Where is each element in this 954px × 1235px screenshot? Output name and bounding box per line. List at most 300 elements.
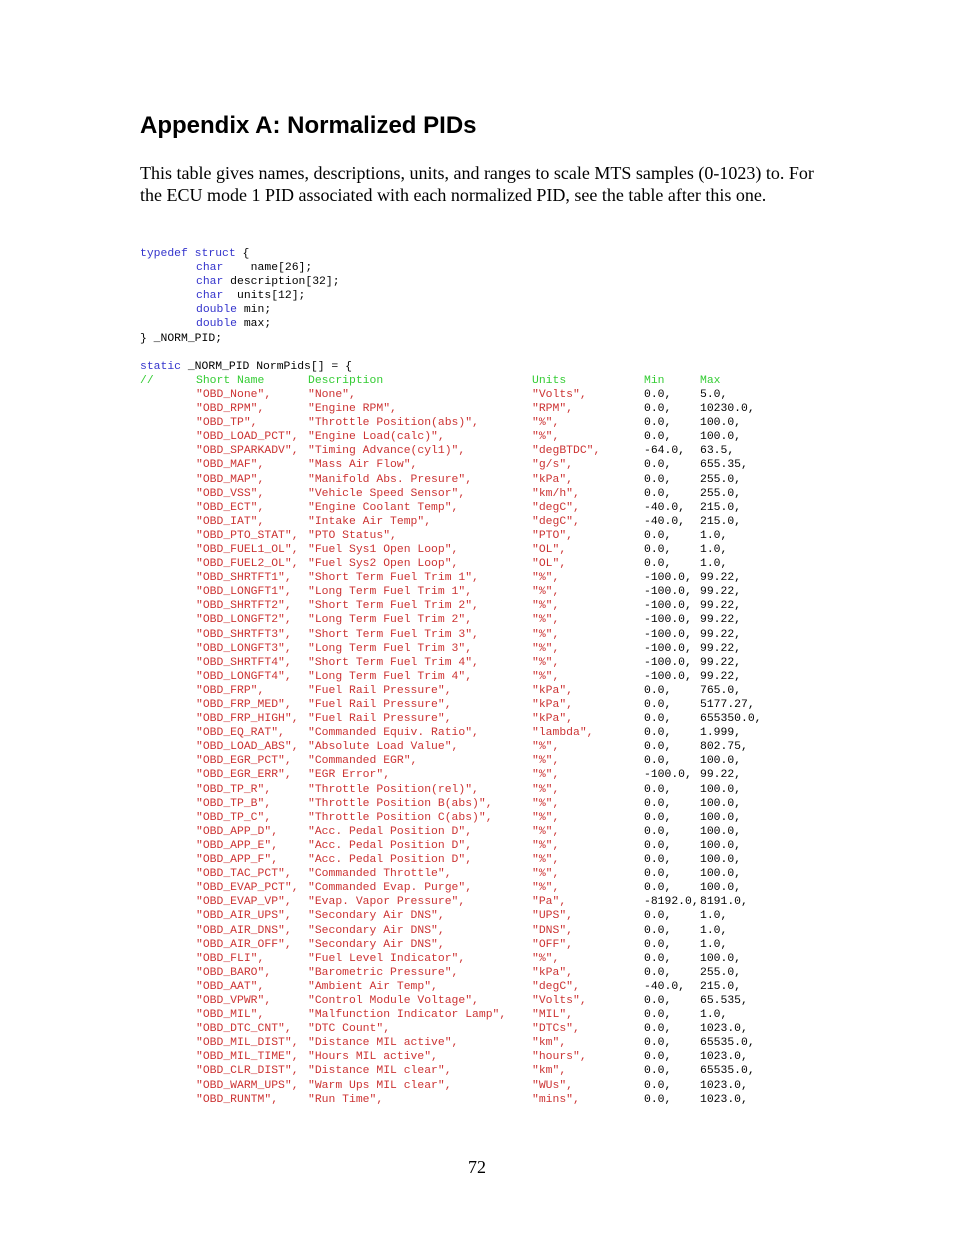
pid-short-name: "OBD_SHRTFT3", [196,628,292,641]
pid-units: "%", [532,656,560,669]
pid-max: 99.22, [700,642,742,655]
pid-min: 0.0, [644,1079,672,1092]
pid-description: "Barometric Pressure", [308,966,459,979]
pid-units: "%", [532,600,560,613]
pid-short-name: "OBD_LONGFT3", [196,642,292,655]
pid-short-name: "OBD_VSS", [196,487,265,500]
pid-min: 0.0, [644,811,672,824]
array-declaration [140,360,840,374]
column-header-units: Units [532,374,567,387]
pid-units: "g/s", [532,459,574,472]
pid-short-name: "OBD_LOAD_ABS", [196,741,299,754]
pid-short-name: "OBD_ECT", [196,501,265,514]
pid-units: "hours", [532,1051,587,1064]
table-row [140,402,840,416]
table-row [140,966,840,980]
table-row [140,698,840,712]
pid-description: "Short Term Fuel Trim 3", [308,628,479,641]
pid-units: "Pa", [532,896,567,909]
pid-min: 0.0, [644,868,672,881]
code-keyword: char [196,276,224,289]
table-row [140,994,840,1008]
pid-max: 1023.0, [700,1051,748,1064]
pid-units: "%", [532,783,560,796]
table-row [140,487,840,501]
pid-units: "%", [532,755,560,768]
pid-units: "%", [532,417,560,430]
table-row [140,656,840,670]
pid-short-name: "OBD_BARO", [196,966,272,979]
pid-short-name: "OBD_MIL_TIME", [196,1051,299,1064]
pid-units: "MIL", [532,1009,574,1022]
pid-max: 63.5, [700,445,735,458]
pid-short-name: "OBD_FUEL2_OL", [196,558,299,571]
table-row [140,1064,840,1078]
pid-min: 0.0, [644,938,672,951]
pid-min: 0.0, [644,1023,672,1036]
table-row [140,444,840,458]
table-row [140,613,840,627]
pid-min: -100.0, [644,670,692,683]
pid-max: 100.0, [700,797,742,810]
pid-description: "Secondary Air DNS", [308,910,445,923]
pid-description: "Throttle Position B(abs)", [308,797,493,810]
pid-description: "Fuel Level Indicator", [308,952,466,965]
pid-short-name: "OBD_MIL", [196,1009,265,1022]
pid-min: 0.0, [644,755,672,768]
pid-min: 0.0, [644,417,672,430]
pid-description: "Run Time", [308,1093,384,1106]
pid-units: "lambda", [532,727,594,740]
pid-min: 0.0, [644,1037,672,1050]
pid-units: "%", [532,642,560,655]
pid-min: -8192.0, [644,896,699,909]
table-row [140,557,840,571]
pid-min: -100.0, [644,769,692,782]
pid-description: "Long Term Fuel Trim 2", [308,614,473,627]
pid-units: "%", [532,868,560,881]
pid-description: "Short Term Fuel Trim 4", [308,656,479,669]
pid-units: "UPS", [532,910,574,923]
pid-min: 0.0, [644,966,672,979]
pid-min: 0.0, [644,854,672,867]
pid-units: "degC", [532,980,580,993]
table-row [140,881,840,895]
pid-max: 1.0, [700,558,728,571]
pid-min: 0.0, [644,825,672,838]
column-header-min: Min [644,374,665,387]
table-row [140,1050,840,1064]
pid-min: 0.0, [644,403,672,416]
struct-line [140,261,840,275]
table-row [140,543,840,557]
struct-line [140,289,840,303]
table-row [140,628,840,642]
pid-max: 1.0, [700,938,728,951]
pid-short-name: "OBD_PTO_STAT", [196,529,299,542]
code-text: max; [237,318,272,331]
pid-description: "Ambient Air Temp", [308,980,438,993]
pid-units: "%", [532,811,560,824]
code-text: units[12]; [223,290,306,303]
pid-units: "%", [532,586,560,599]
struct-line [140,332,840,346]
struct-definition [140,247,840,346]
pid-max: 100.0, [700,952,742,965]
pid-description: "Fuel Rail Pressure", [308,684,452,697]
page-number: 72 [468,1157,486,1177]
pid-short-name: "OBD_AIR_UPS", [196,910,292,923]
pid-short-name: "OBD_EGR_ERR", [196,769,292,782]
table-row [140,797,840,811]
pid-short-name: "OBD_CLR_DIST", [196,1065,299,1078]
table-row [140,754,840,768]
pid-description: "Commanded Evap. Purge", [308,882,473,895]
table-row [140,839,840,853]
pid-max: 1023.0, [700,1093,748,1106]
table-row [140,980,840,994]
code-text: _NORM_PID NormPids[] = { [181,360,352,373]
pid-max: 1.0, [700,924,728,937]
pid-description: "Throttle Position(abs)", [308,417,479,430]
pid-table [140,388,840,1107]
pid-units: "%", [532,614,560,627]
pid-max: 100.0, [700,854,742,867]
pid-units: "%", [532,825,560,838]
pid-min: -100.0, [644,586,692,599]
pid-units: "%", [532,572,560,585]
pid-max: 1.0, [700,529,728,542]
pid-max: 100.0, [700,417,742,430]
pid-max: 99.22, [700,614,742,627]
pid-description: "PTO Status", [308,529,397,542]
pid-description: "Distance MIL clear", [308,1065,452,1078]
pid-max: 99.22, [700,769,742,782]
pid-short-name: "OBD_FRP", [196,684,265,697]
table-row [140,430,840,444]
pid-units: "degC", [532,515,580,528]
table-row [140,642,840,656]
pid-max: 100.0, [700,825,742,838]
pid-max: 100.0, [700,839,742,852]
pid-units: "km/h", [532,487,580,500]
pid-description: "Fuel Rail Pressure", [308,699,452,711]
code-text: min; [237,304,272,317]
pid-short-name: "OBD_None", [196,388,272,401]
pid-max: 99.22, [700,586,742,599]
column-header-name: Short Name [196,374,265,387]
table-row [140,938,840,952]
pid-short-name: "OBD_LONGFT1", [196,586,292,599]
pid-max: 215.0, [700,980,742,993]
table-row [140,924,840,938]
table-row [140,1022,840,1036]
pid-units: "PTO", [532,529,574,542]
pid-short-name: "OBD_EQ_RAT", [196,727,285,740]
table-row [140,1093,840,1107]
pid-short-name: "OBD_FUEL1_OL", [196,543,299,556]
pid-short-name: "OBD_IAT", [196,515,265,528]
pid-short-name: "OBD_TP_B", [196,797,272,810]
pid-short-name: "OBD_RUNTM", [196,1093,279,1106]
pid-short-name: "OBD_TP_R", [196,783,272,796]
pid-units: "%", [532,952,560,965]
pid-max: 65535.0, [700,1037,755,1050]
pid-min: 0.0, [644,797,672,810]
pid-min: 0.0, [644,473,672,486]
pid-units: "%", [532,670,560,683]
pid-description: "Commanded Equiv. Ratio", [308,727,479,740]
pid-min: 0.0, [644,1009,672,1022]
pid-description: "Throttle Position(rel)", [308,783,479,796]
table-row [140,909,840,923]
pid-max: 655.35, [700,459,748,472]
pid-description: "Secondary Air DNS", [308,938,445,951]
pid-min: 0.0, [644,431,672,444]
table-row [140,768,840,782]
table-row [140,952,840,966]
pid-max: 255.0, [700,487,742,500]
pid-max: 255.0, [700,473,742,486]
pid-short-name: "OBD_LONGFT2", [196,614,292,627]
table-row [140,670,840,684]
pid-max: 100.0, [700,882,742,895]
table-row [140,416,840,430]
pid-description: "Timing Advance(cyl1)", [308,445,466,458]
pid-description: "Warm Ups MIL clear", [308,1079,452,1092]
pid-min: 0.0, [644,1093,672,1106]
pid-short-name: "OBD_RPM", [196,403,265,416]
pid-short-name: "OBD_EGR_PCT", [196,755,292,768]
pid-description: "Long Term Fuel Trim 4", [308,670,473,683]
pid-description: "Throttle Position C(abs)", [308,811,493,824]
pid-units: "OL", [532,558,567,571]
intro-paragraph: This table gives names, descriptions, units, and ranges to scale MTS samples (0-1023) to. For the ECU mode 1 PID associated with each normalized PID, see the table after this one. [140,163,814,205]
pid-max: 100.0, [700,868,742,881]
pid-max: 100.0, [700,755,742,768]
pid-max: 10230.0, [700,403,755,416]
pid-max: 802.75, [700,741,748,754]
pid-max: 100.0, [700,431,742,444]
pid-description: "Intake Air Temp", [308,515,432,528]
pid-units: "kPa", [532,684,574,697]
column-header-description: Description [308,374,384,387]
pid-units: "%", [532,769,560,782]
pid-units: "km", [532,1037,567,1050]
page-title: Appendix A: Normalized PIDs [140,112,477,139]
pid-description: "DTC Count", [308,1023,391,1036]
pid-units: "%", [532,741,560,754]
comment-marker: // [140,374,154,387]
pid-description: "Long Term Fuel Trim 1", [308,586,473,599]
pid-max: 5.0, [700,388,728,401]
pid-units: "OL", [532,543,567,556]
pid-description: "Distance MIL active", [308,1037,459,1050]
pid-description: "Acc. Pedal Position D", [308,839,473,852]
pid-units: "%", [532,628,560,641]
pid-units: "Volts", [532,994,587,1007]
pid-description: "Absolute Load Value", [308,741,459,754]
pid-short-name: "OBD_VPWR", [196,994,272,1007]
code-text: } _NORM_PID; [140,332,223,345]
pid-units: "Volts", [532,388,587,401]
table-row [140,571,840,585]
struct-line [140,317,840,331]
table-row [140,599,840,613]
pid-max: 5177.27, [700,699,755,711]
table-row [140,1036,840,1050]
code-text: name[26]; [223,262,313,275]
table-row [140,473,840,487]
pid-units: "kPa", [532,966,574,979]
pid-min: 0.0, [644,924,672,937]
table-row [140,1008,840,1022]
blank-line [140,346,840,360]
table-row [140,529,840,543]
pid-min: 0.0, [644,487,672,500]
pid-description: "Acc. Pedal Position D", [308,825,473,838]
pid-short-name: "OBD_APP_E", [196,839,279,852]
pid-short-name: "OBD_FRP_HIGH", [196,713,299,726]
table-row [140,726,840,740]
pid-units: "%", [532,839,560,852]
pid-min: 0.0, [644,699,672,711]
table-row [140,853,840,867]
pid-description: "Fuel Sys2 Open Loop", [308,558,459,571]
pid-description: "None", [308,388,356,401]
pid-units: "mins", [532,1093,580,1106]
pid-description: "Engine RPM", [308,403,397,416]
column-header-max: Max [700,374,721,387]
table-row [140,825,840,839]
struct-line [140,247,840,261]
table-row [140,895,840,909]
pid-description: "Manifold Abs. Presure", [308,473,473,486]
table-row [140,388,840,402]
pid-max: 99.22, [700,572,742,585]
pid-min: -64.0, [644,445,686,458]
pid-min: 0.0, [644,388,672,401]
pid-min: 0.0, [644,543,672,556]
pid-short-name: "OBD_APP_F", [196,854,279,867]
pid-units: "DTCs", [532,1023,580,1036]
pid-max: 65535.0, [700,1065,755,1078]
pid-description: "Short Term Fuel Trim 2", [308,600,479,613]
pid-description: "Evap. Vapor Pressure", [308,896,466,909]
pid-description: "Fuel Sys1 Open Loop", [308,543,459,556]
pid-short-name: "OBD_AAT", [196,980,265,993]
pid-short-name: "OBD_SHRTFT2", [196,600,292,613]
pid-min: -40.0, [644,501,686,514]
pid-min: 0.0, [644,1065,672,1078]
code-keyword: static [140,360,182,373]
pid-units: "%", [532,431,560,444]
pid-description: "Commanded Throttle", [308,868,452,881]
pid-min: 0.0, [644,684,672,697]
pid-description: "EGR Error", [308,769,391,782]
pid-min: 0.0, [644,529,672,542]
pid-min: 0.0, [644,882,672,895]
pid-description: "Control Module Voltage", [308,994,479,1007]
pid-description: "Fuel Rail Pressure", [308,713,452,726]
pid-description: "Hours MIL active", [308,1051,438,1064]
table-row [140,1079,840,1093]
pid-max: 1023.0, [700,1023,748,1036]
pid-description: "Secondary Air DNS", [308,924,445,937]
pid-description: "Engine Load(calc)", [308,431,445,444]
table-header-comment [140,374,840,388]
pid-units: "OFF", [532,938,574,951]
pid-short-name: "OBD_TP_C", [196,811,272,824]
table-row [140,458,840,472]
pid-short-name: "OBD_FLI", [196,952,265,965]
pid-min: 0.0, [644,1051,672,1064]
pid-max: 99.22, [700,600,742,613]
table-row [140,783,840,797]
pid-min: -100.0, [644,628,692,641]
pid-max: 100.0, [700,811,742,824]
pid-short-name: "OBD_MAF", [196,459,265,472]
pid-max: 100.0, [700,783,742,796]
pid-max: 99.22, [700,656,742,669]
pid-description: "Engine Coolant Temp", [308,501,459,514]
pid-min: -40.0, [644,980,686,993]
pid-short-name: "OBD_EVAP_PCT", [196,882,299,895]
pid-max: 8191.0, [700,896,748,909]
pid-max: 99.22, [700,628,742,641]
code-keyword: char [196,262,224,275]
table-row [140,501,840,515]
pid-min: 0.0, [644,994,672,1007]
pid-units: "RPM", [532,403,574,416]
pid-description: "Long Term Fuel Trim 3", [308,642,473,655]
pid-description: "Commanded EGR", [308,755,418,768]
pid-short-name: "OBD_TAC_PCT", [196,868,292,881]
pid-max: 765.0, [700,684,742,697]
pid-max: 255.0, [700,966,742,979]
pid-units: "DNS", [532,924,574,937]
pid-min: 0.0, [644,952,672,965]
pid-description: "Short Term Fuel Trim 1", [308,572,479,585]
pid-max: 1.999, [700,727,742,740]
pid-max: 1.0, [700,543,728,556]
pid-units: "kPa", [532,713,574,726]
pid-short-name: "OBD_WARM_UPS", [196,1079,299,1092]
pid-min: -100.0, [644,656,692,669]
pid-short-name: "OBD_MAP", [196,473,265,486]
pid-min: -100.0, [644,642,692,655]
pid-max: 655350.0, [700,713,762,726]
pid-short-name: "OBD_TP", [196,417,258,430]
code-keyword: typedef struct [140,248,236,260]
pid-max: 99.22, [700,670,742,683]
pid-short-name: "OBD_SHRTFT4", [196,656,292,669]
pid-min: -100.0, [644,600,692,613]
pid-min: -40.0, [644,515,686,528]
pid-units: "WUs", [532,1079,574,1092]
pid-min: 0.0, [644,910,672,923]
pid-short-name: "OBD_DTC_CNT", [196,1023,292,1036]
struct-line [140,275,840,289]
pid-max: 215.0, [700,515,742,528]
pid-description: "Acc. Pedal Position D", [308,854,473,867]
pid-units: "%", [532,882,560,895]
pid-units: "%", [532,797,560,810]
pid-short-name: "OBD_APP_D", [196,825,279,838]
table-row [140,867,840,881]
pid-max: 1.0, [700,910,728,923]
pid-max: 1023.0, [700,1079,748,1092]
